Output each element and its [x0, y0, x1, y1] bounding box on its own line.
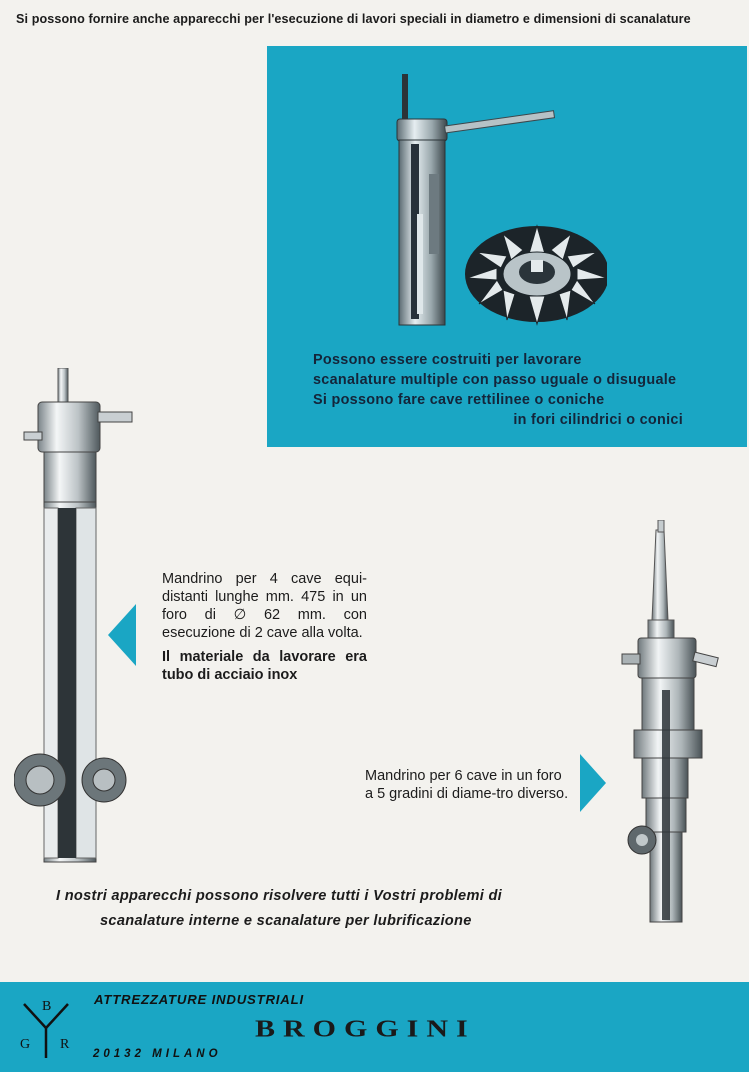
panel-line-1: Possono essere costruiti per lavorare [313, 352, 582, 368]
tagline-line-1: I nostri apparecchi possono risolvere tutti i Vostri problemi di [56, 888, 503, 904]
city-address: 20132 MILANO [93, 1048, 222, 1060]
svg-text:B: B [42, 999, 52, 1014]
broaching-tool-photo [377, 74, 607, 344]
header-heading: Si possono fornire anche apparecchi per l'esecuzione di lavori speciali in diametro e dimensioni di scanalature [16, 12, 691, 26]
right-arrow-marker [580, 754, 606, 812]
broggini-logo [14, 996, 78, 1062]
svg-text:R: R [60, 1037, 70, 1052]
company-name: ATTREZZATURE INDUSTRIALI [94, 992, 304, 1007]
tagline-line-2: scanalature interne e scanalature per lubrificazione [100, 913, 472, 929]
left-arrow-marker [108, 604, 136, 666]
caption-material-note: Il materiale da lavorare era tubo di acciaio inox [162, 649, 367, 683]
mandrel-6-slots-photo [612, 520, 722, 930]
footer-band [0, 982, 749, 1072]
panel-line-4: in fori cilindrici o conici [513, 412, 683, 428]
tagline [56, 884, 576, 934]
svg-text:G: G [20, 1037, 31, 1052]
panel-line-3: Si possono fare cave rettilinee o coniche [313, 392, 605, 408]
right-gear-photo [628, 826, 656, 854]
panel-line-2: scanalature multiple con passo uguale o disuguale [313, 372, 677, 388]
teal-feature-panel [267, 46, 747, 447]
panel-description [313, 350, 713, 430]
caption-mandrel-4-text: Mandrino per 4 cave equi-distanti lunghe mm. 475 in un foro di ∅ 62 mm. con esecuzione di 2 cave alla volta. [162, 571, 367, 641]
caption-mandrel-4 [162, 570, 367, 684]
caption-mandrel-6: Mandrino per 6 cave in un foro a 5 gradini di diame-tro diverso. [365, 768, 569, 802]
brand-name: BROGGINI [255, 1015, 476, 1043]
bevel-gear-photo [465, 226, 607, 324]
